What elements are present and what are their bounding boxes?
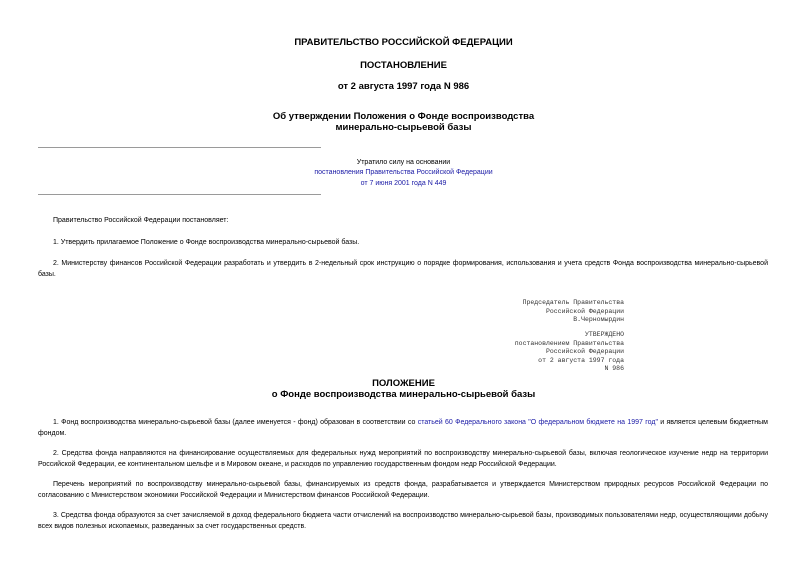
separator-bottom [38,194,321,195]
approval-line-1: УТВЕРЖДЕНО [584,331,624,338]
document-title-line-2: минерально-сырьевой базы [335,122,472,133]
repeal-decree-link[interactable]: постановления Правительства Российской Федерации [314,169,493,176]
regulation-paragraph-2: 2. Средства фонда направляются на финансирование осуществляемых для федеральных нужд мероприятий по воспроизводству минерально-сырьевой базы, включая геологическое изучение недр на территории Российской Федерации, ее континентальном шельфе и в Мировом океане, и расходов по управлению государственным фондом недр Российской Федерации. [38,450,768,468]
regulation-subtitle: о Фонде воспроизводства минерально-сырьевой базы [271,389,536,400]
intro-paragraph: Правительство Российской Федерации постановляет: [53,217,229,224]
document-date-number: от 2 августа 1997 года N 986 [337,81,470,92]
document-type: ПОСТАНОВЛЕНИЕ [360,60,447,71]
repeal-decree-date-link[interactable]: от 7 июня 2001 года N 449 [360,180,447,187]
paragraph-1-end: и является целевым бюджетным фондом. [38,419,768,437]
approval-line-2: постановлением Правительства [514,339,624,347]
signature-line-1: Председатель Правительства [522,299,624,306]
regulation-paragraph-1 [38,418,768,439]
item-1-paragraph: 1. Утвердить прилагаемое Положение о Фонде воспроизводства минерально-сырьевой базы. [53,239,360,246]
signature-block [384,299,624,325]
approval-line-4: от 2 августа 1997 года [538,356,624,364]
budget-law-link[interactable]: статьей 60 Федерального закона "О федеральном бюджете на 1997 год" [417,419,658,426]
approval-line-5: N 986 [604,365,624,372]
paragraph-1-start: 1. Фонд воспроизводства минерально-сырьевой базы (далее именуется - фонд) образован в соответствии со [53,419,418,426]
regulation-title: ПОЛОЖЕНИЕ [372,378,435,389]
document-title-line-1: Об утверждении Положения о Фонде воспроизводства [272,111,535,122]
signature-line-2: Российской Федерации [545,307,624,315]
status-note-line-1: Утратило силу на основании [356,159,451,166]
approval-line-3: Российской Федерации [545,348,624,355]
government-heading: ПРАВИТЕЛЬСТВО РОССИЙСКОЙ ФЕДЕРАЦИИ [294,37,513,48]
approval-block [384,331,624,374]
signature-line-3: В.Черномырдин [573,316,624,323]
item-2-paragraph: 2. Министерству финансов Российской Федерации разработать и утвердить в 2-недельный срок инструкцию о порядке формирования, использования и учета средств Фонда воспроизводства минерально-сырьевой базы. [38,260,768,278]
separator-top [38,147,321,148]
regulation-paragraph-3: Перечень мероприятий по воспроизводству минерально-сырьевой базы, финансируемых из средств фонда, разрабатывается и утверждается Министерством природных ресурсов Российской Федерации по согласованию с Министерством экономики Российской Федерации и Министерством финансов Российской Федерации. [38,481,768,499]
regulation-paragraph-4: 3. Средства фонда образуются за счет зачисляемой в доход федерального бюджета части отчислений на воспроизводство минерально-сырьевой базы, производимых пользователями недр, осуществляющими добычу всех видов полезных ископаемых, разведанных за счет государственных средств. [38,512,768,530]
